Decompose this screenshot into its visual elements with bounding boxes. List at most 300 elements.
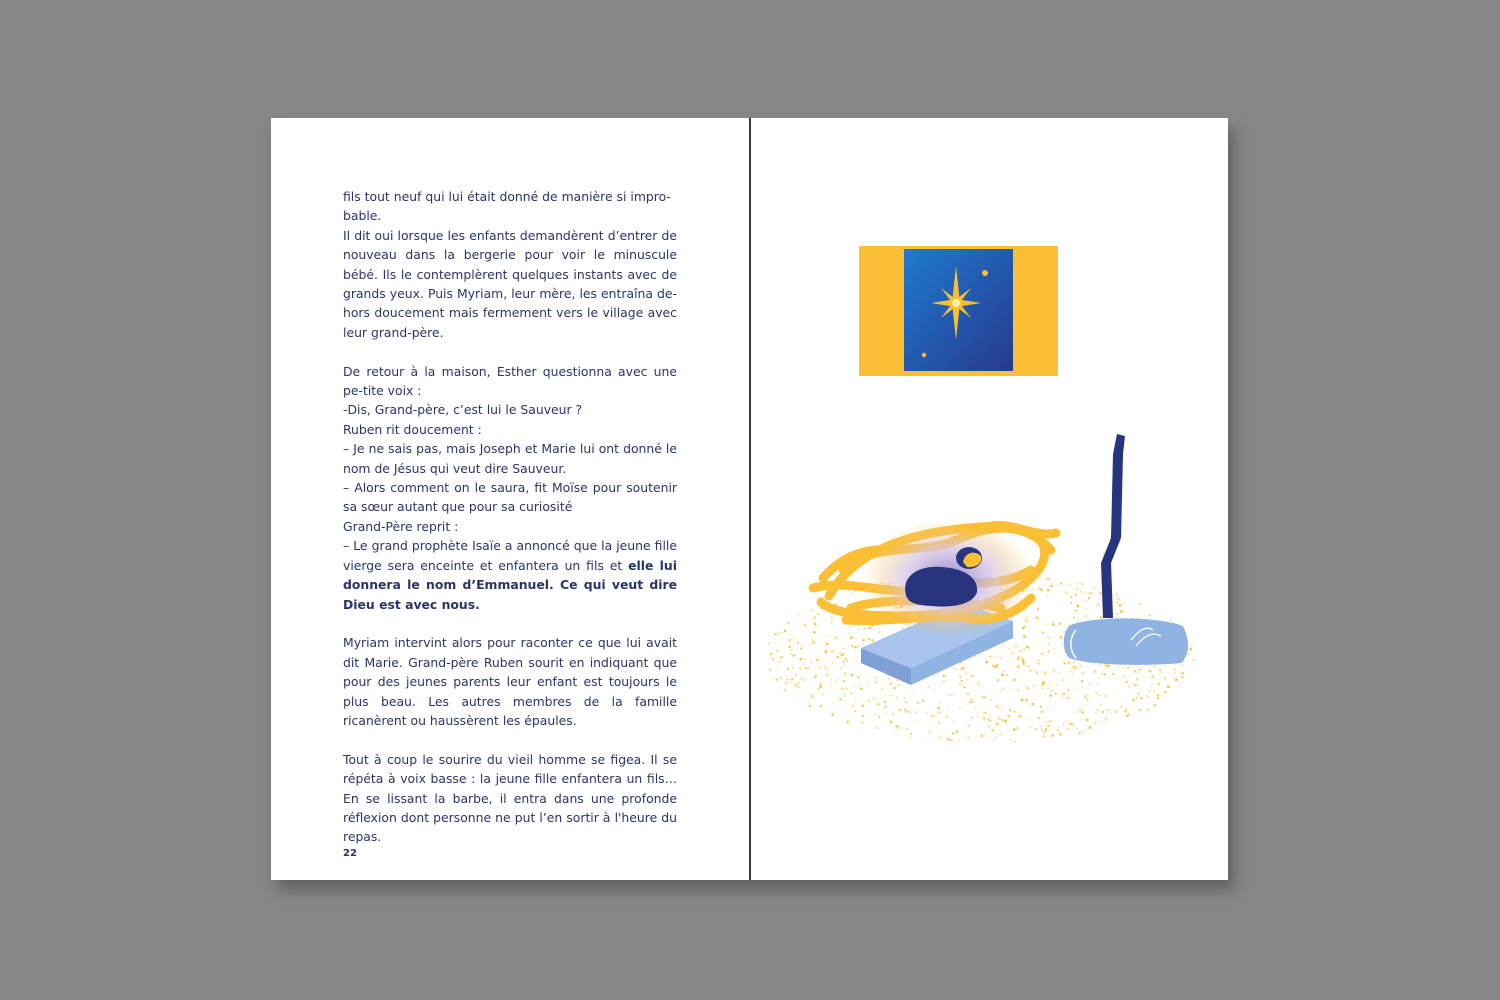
hay-speck [1191,645,1193,647]
hay-speck [1034,617,1036,619]
hay-speck [768,642,770,644]
hay-speck [892,713,895,716]
hay-speck [1023,663,1025,665]
hay-speck [1025,616,1027,618]
hay-speck [884,713,885,714]
hay-speck [904,698,905,699]
hay-speck [777,667,779,669]
hay-speck [843,661,845,663]
hay-speck [1047,725,1050,728]
hay-speck [893,686,896,689]
hay-speck [1094,722,1096,724]
hay-speck [965,673,966,674]
hay-speck [961,667,964,670]
hay-speck [840,654,842,656]
hay-speck [804,679,806,681]
hay-speck [1140,697,1143,700]
hay-speck [1004,722,1005,723]
hay-speck [961,680,963,682]
hay-speck [991,729,994,732]
hay-speck [897,727,899,729]
hay-speck [1013,728,1016,731]
hay-speck [1088,726,1091,729]
paragraph-3: Myriam intervint alors pour raconter ce que lui avait dit Marie. Grand-père Ruben sourit en indiquant que pour des jeunes parents leur enfant est toujours le plus beau. Les autres membres de la famille ricanèrent ou haussèrent les épaules. [343,635,677,728]
hay-speck [1029,727,1031,729]
hay-speck [846,660,848,662]
hay-speck [1042,632,1044,634]
hay-speck [1041,652,1044,655]
hay-speck [1037,637,1038,638]
hay-speck [1085,615,1087,617]
hay-speck [1051,706,1053,708]
hay-speck [798,614,800,616]
hay-speck [867,686,869,688]
hay-speck [994,737,996,739]
hay-speck [860,687,863,690]
hay-speck [1082,687,1083,688]
hay-speck [1181,664,1183,666]
hay-speck [1117,598,1119,600]
hay-speck [1033,685,1035,687]
hay-speck [1105,718,1108,721]
hay-speck [1038,660,1039,661]
hay-speck [1138,668,1140,670]
hay-speck [790,649,792,651]
hay-speck [1051,734,1054,737]
hay-speck [1087,618,1089,620]
hay-speck [913,709,914,710]
hay-speck [826,642,829,645]
hay-speck [1101,673,1103,675]
hay-speck [790,682,792,684]
hay-speck [844,695,846,697]
hay-speck [890,720,893,723]
hay-speck [958,740,959,741]
hay-speck [1047,588,1050,591]
hay-speck [839,652,841,654]
hay-speck [1067,689,1069,691]
hay-speck [814,675,817,678]
hay-speck [1087,694,1089,696]
hay-speck [959,676,961,678]
hay-speck [1086,699,1088,701]
hay-speck [1137,692,1140,695]
hay-speck [811,696,813,698]
hay-speck [819,683,821,685]
hay-speck [846,687,848,689]
hay-speck [1062,644,1064,646]
hay-speck [905,701,907,703]
hay-speck [1154,666,1156,668]
hay-speck [772,658,774,660]
hay-speck [819,685,822,688]
hay-speck [996,657,997,658]
small-star-icon [982,270,988,276]
hay-speck [868,681,869,682]
hay-speck [1181,672,1184,675]
hay-speck [1100,721,1101,722]
hay-speck [816,659,819,662]
hay-speck [895,725,898,728]
hay-speck [852,704,855,707]
hay-speck [869,627,872,630]
hay-speck [1089,592,1092,595]
hay-speck [1139,708,1141,710]
hay-speck [1077,605,1080,608]
text-line: Il dit oui lorsque les enfants demandèrent d’entrer de nouveau dans la bergerie pour voir le minuscule bébé. Ils le contemplèrent quelques instants avec de grands yeux. Puis Myriam, leur mère, les entraîna de-hors doucement mais fermement vers le village avec leur grand-père. [343,227,677,340]
hay-speck [1093,670,1096,673]
hay-speck [1017,665,1020,668]
hay-speck [1097,604,1099,606]
hay-speck [939,685,941,687]
hay-speck [984,712,986,714]
hay-speck [804,624,807,627]
hay-speck [825,650,828,653]
hay-speck [776,650,779,653]
hay-speck [814,617,816,619]
hay-speck [797,686,799,688]
text-line: bable. [343,208,382,224]
book-spread [271,118,1228,880]
hay-speck [1037,717,1040,720]
hay-speck [1003,670,1005,672]
hay-speck [848,590,849,591]
hay-speck [831,616,833,618]
hay-speck [1111,712,1113,714]
hay-speck [1025,619,1028,622]
hay-speck [1154,690,1156,692]
hay-speck [946,716,948,718]
hay-speck [898,685,900,687]
hay-speck [793,654,795,656]
hay-speck [857,676,859,678]
hay-speck [938,722,940,724]
text-line: Grand-Père reprit : [343,518,459,534]
hay-speck [1004,719,1007,722]
hay-speck [851,673,854,676]
hay-speck [905,711,907,713]
hay-speck [1028,665,1030,667]
hay-speck [790,653,791,654]
hay-speck [862,715,865,718]
hay-speck [953,694,954,695]
hay-speck [811,639,813,641]
hay-speck [787,622,790,625]
hay-speck [1181,676,1184,679]
hay-speck [1067,696,1070,699]
hay-speck [1107,721,1109,723]
hay-speck [1028,716,1030,718]
hay-speck [826,674,829,677]
hay-speck [817,613,819,615]
hay-speck [1061,679,1064,682]
hay-speck [921,739,922,740]
hay-speck [1065,721,1066,722]
hay-speck [843,688,845,690]
hay-speck [1070,596,1072,598]
hay-speck [1120,706,1122,708]
hay-speck [1072,675,1073,676]
hay-speck [953,721,954,722]
hay-speck [1051,690,1053,692]
hay-speck [1082,731,1084,733]
hay-speck [949,739,952,742]
hay-speck [1125,708,1127,710]
hay-speck [862,643,863,644]
hay-speck [1157,697,1159,699]
hay-speck [799,658,802,661]
hay-speck [1023,635,1026,638]
hay-speck [981,696,983,698]
hay-speck [1039,726,1041,728]
hay-speck [966,729,967,730]
hay-speck [843,648,844,649]
hay-speck [1163,677,1166,680]
hay-speck [1079,732,1081,734]
hay-speck [1033,587,1034,588]
hay-speck [990,655,992,657]
hay-speck [1175,678,1178,681]
hay-speck [1102,711,1104,713]
hay-speck [1011,653,1013,655]
hay-speck [992,664,995,667]
hay-speck [1010,739,1012,741]
hay-speck [836,656,839,659]
hay-speck [884,708,885,709]
hay-speck [1133,683,1136,686]
hay-speck [987,736,988,737]
hay-speck [1059,636,1062,639]
hay-speck [1149,670,1152,673]
paragraph-2 [343,362,677,614]
hay-speck [993,740,995,742]
hay-speck [1116,613,1118,615]
hay-speck [1020,699,1022,701]
hay-speck [1044,672,1047,675]
hay-speck [1009,648,1011,650]
hay-speck [927,686,929,688]
hay-speck [1132,699,1135,702]
hay-speck [820,705,823,708]
page-number: 22 [343,848,357,859]
hay-speck [1036,671,1038,673]
hay-speck [1116,593,1117,594]
hay-speck [1018,711,1020,713]
hay-speck [934,715,936,717]
hay-speck [1136,684,1138,686]
hay-speck [876,727,878,729]
hay-speck [1073,617,1075,619]
hay-speck [1023,648,1025,650]
hay-speck [1077,619,1078,620]
hay-speck [1124,710,1127,713]
hay-speck [1084,696,1087,699]
hay-speck [840,668,842,670]
hay-speck [813,631,816,634]
hay-speck [835,629,836,630]
hay-speck [808,667,810,669]
hay-speck [830,683,831,684]
hay-speck [792,667,794,669]
hay-speck [997,679,1000,682]
hay-speck [887,678,889,680]
hay-speck [1001,672,1002,673]
hay-speck [845,658,847,660]
hay-speck [971,717,973,719]
hay-speck [1119,604,1122,607]
hay-speck [867,700,869,702]
hay-speck [1051,621,1052,622]
hay-speck [1159,669,1161,671]
hay-speck [1062,723,1064,725]
hay-speck [1095,691,1098,694]
hay-speck [906,728,908,730]
hay-speck [963,667,965,669]
hay-speck [817,688,820,691]
hay-speck [999,658,1000,659]
hay-speck [1046,596,1048,598]
hay-speck [893,731,895,733]
quote-line [343,536,677,614]
hay-speck [831,713,834,716]
hay-speck [979,684,980,685]
hay-speck [993,705,994,706]
hay-speck [926,712,928,714]
hay-speck [830,621,832,623]
hay-speck [1128,686,1130,688]
hay-speck [1192,659,1194,661]
hay-speck [794,636,796,638]
hay-speck [1097,709,1099,711]
hay-speck [910,712,911,713]
text-line: De retour à la maison, Esther questionna avec une pe-tite voix : [343,363,677,399]
hay-speck [804,658,806,660]
hay-speck [1085,593,1087,595]
hay-speck [844,693,846,695]
hay-speck [1073,712,1074,713]
hay-speck [1164,691,1167,694]
hay-speck [790,634,791,635]
hay-speck [972,701,974,703]
hay-speck [1022,658,1025,661]
hay-speck [1070,671,1071,672]
hay-speck [1018,715,1021,718]
hay-speck [1125,680,1127,682]
hay-speck [1029,669,1032,672]
hay-speck [1067,728,1069,730]
hay-speck [882,689,884,691]
hay-speck [837,678,838,679]
hay-speck [1001,657,1003,659]
hay-speck [844,672,847,675]
hay-speck [821,636,823,638]
hay-speck [850,636,853,639]
hay-speck [960,686,961,687]
hay-speck [947,738,949,740]
hay-speck [909,736,911,738]
hay-speck [842,680,845,683]
hay-speck [1074,689,1075,690]
hay-speck [1107,664,1110,667]
hay-speck [1002,687,1004,689]
hay-speck [843,665,844,666]
hay-speck [985,697,987,699]
hay-speck [1063,693,1066,696]
hay-speck [878,716,880,718]
hay-speck [798,682,800,684]
hay-speck [878,631,880,633]
hay-speck [990,699,992,701]
hay-speck [854,646,857,649]
hay-speck [967,724,970,727]
hay-speck [1001,674,1004,677]
hay-speck [985,661,986,662]
hay-speck [1015,645,1017,647]
hay-speck [977,716,978,717]
hay-speck [915,711,917,713]
hay-speck [791,678,793,680]
hay-speck [1095,712,1097,714]
hay-speck [1080,591,1081,592]
hay-speck [770,653,773,656]
hay-speck [781,632,783,634]
hay-speck [1053,648,1054,649]
hay-speck [959,707,961,709]
hay-speck [800,647,802,649]
hay-speck [871,639,874,642]
hay-speck [797,642,799,644]
hay-speck [967,679,968,680]
hay-speck [774,638,775,639]
hay-speck [1160,695,1162,697]
hay-speck [795,674,797,676]
hay-speck [1056,684,1057,685]
hay-speck [1013,678,1016,681]
hay-speck [966,671,967,672]
nativity-illustration [751,118,1228,880]
hay-speck [1081,680,1084,683]
hay-speck [1046,636,1047,637]
hay-speck [849,632,850,633]
hay-speck [1137,672,1138,673]
hay-speck [1042,681,1045,684]
hay-speck [862,639,865,642]
hay-speck [939,702,941,704]
hay-speck [1099,592,1102,595]
hay-speck [931,715,934,718]
quote-text: – Le grand prophète Isaïe a annoncé que la jeune fille vierge sera enceinte et enfantera un fils et [343,538,677,573]
hay-speck [875,714,877,716]
hay-speck [1108,709,1111,712]
hay-speck [1041,711,1044,714]
hay-speck [1017,656,1020,659]
hay-speck [990,714,991,715]
hay-speck [1158,683,1160,685]
hay-speck [1154,704,1157,707]
hay-speck [989,719,991,721]
hay-speck [864,628,866,630]
hay-speck [940,737,942,739]
hay-speck [784,689,787,692]
hay-speck [1082,672,1084,674]
hay-speck [953,667,955,669]
hay-speck [854,685,856,687]
hay-speck [1157,694,1159,696]
hay-speck [1020,650,1022,652]
hay-speck [1047,720,1049,722]
hay-speck [1070,722,1073,725]
hay-speck [1048,651,1050,653]
